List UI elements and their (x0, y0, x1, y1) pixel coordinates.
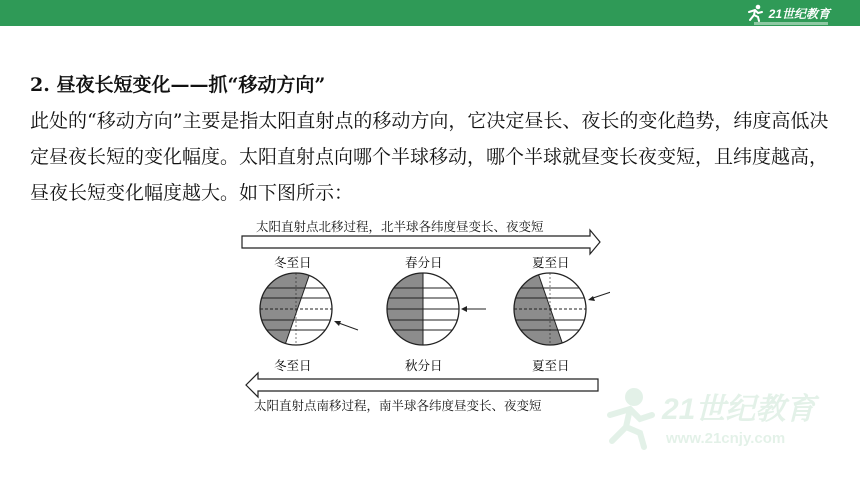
logo-text: 21世纪教育 (768, 6, 830, 21)
watermark-text: 21世纪教育 (662, 393, 816, 426)
day-night-diagram (240, 212, 610, 422)
bottom-caption: 太阳直射点南移过程，南半球各纬度昼变长、夜变短 (254, 398, 542, 413)
label-summer-bottom: 夏至日 (532, 358, 570, 373)
watermark-url: www.21cnjy.com (666, 430, 786, 447)
globe-summer (514, 273, 610, 345)
label-autumn: 秋分日 (405, 358, 443, 373)
brand-logo (745, 2, 830, 24)
label-summer-top: 夏至日 (532, 255, 570, 270)
globe-equinox (387, 273, 486, 345)
label-spring: 春分日 (405, 255, 443, 270)
south-shift-arrow (246, 373, 598, 397)
globe-winter (260, 273, 358, 345)
label-winter-top: 冬至日 (274, 255, 312, 270)
body-paragraph: 此处的“移动方向”主要是指太阳直射点的移动方向，它决定昼长、夜长的变化趋势，纬度高低决定昼夜长短的变化幅度。太阳直射点向哪个半球移动，哪个半球就昼变长夜变短，且纬度越高，昼夜长短变化幅度越大。如下图所示： (30, 110, 829, 204)
top-caption: 太阳直射点北移过程，北半球各纬度昼变长、夜变短 (256, 219, 544, 234)
header-bar (0, 0, 860, 26)
runner-icon (745, 4, 765, 22)
section-title: 2. 昼夜长短变化——抓“移动方向” (30, 74, 326, 96)
label-winter-bottom: 冬至日 (274, 358, 312, 373)
logo-underline (754, 22, 828, 25)
watermark-logo (600, 375, 860, 455)
